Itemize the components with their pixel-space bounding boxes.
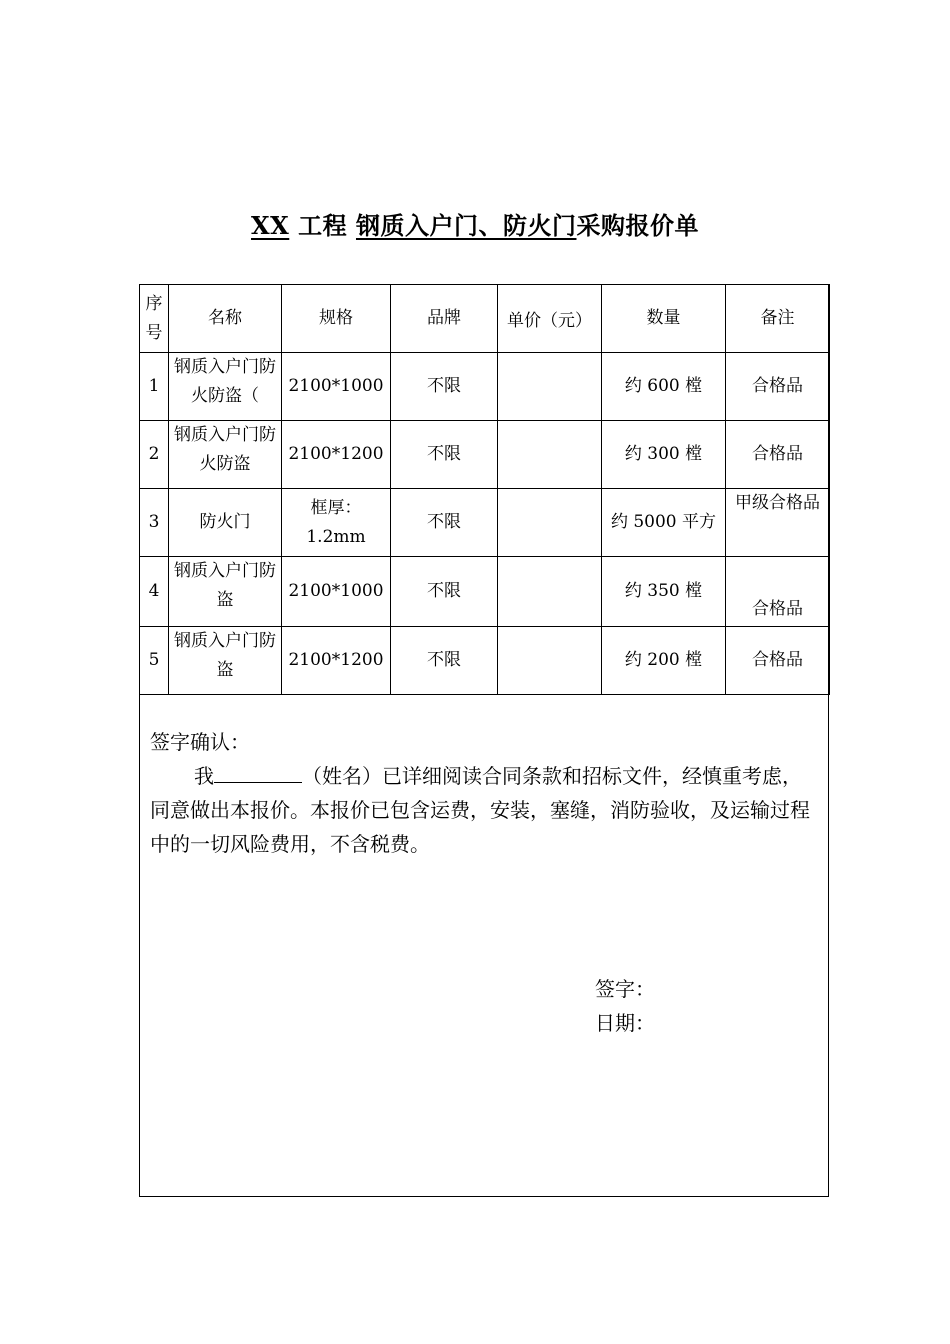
cell-qty: 约 200 樘 xyxy=(602,627,726,695)
confirmation-heading: 签字确认： xyxy=(150,730,250,754)
cell-remark: 合格品 xyxy=(726,627,830,695)
cell-name: 钢质入户门防盗 xyxy=(174,631,276,680)
table-row xyxy=(140,489,830,557)
header-remark: 备注 xyxy=(726,285,830,353)
header-name: 名称 xyxy=(169,285,282,353)
cell-name-box xyxy=(169,557,282,627)
confirmation-statement xyxy=(150,759,820,861)
table-row xyxy=(140,557,830,627)
cell-seq: 5 xyxy=(140,627,169,695)
cell-brand: 不限 xyxy=(391,353,498,421)
cell-remark: 合格品 xyxy=(726,557,830,627)
cell-unit-price xyxy=(498,557,602,627)
quote-sheet xyxy=(139,284,829,1197)
page-title xyxy=(0,206,950,241)
header-spec: 规格 xyxy=(282,285,391,353)
cell-spec: 2100*1000 xyxy=(282,353,391,421)
cell-qty: 约 5000 平方 xyxy=(602,489,726,557)
cell-unit-price xyxy=(498,421,602,489)
cell-brand: 不限 xyxy=(391,557,498,627)
cell-brand: 不限 xyxy=(391,627,498,695)
title-project-code: XX xyxy=(251,211,290,240)
statement-prefix: 我 xyxy=(194,764,214,788)
header-seq: 序号 xyxy=(140,285,169,353)
cell-spec: 2100*1200 xyxy=(282,421,391,489)
quote-table xyxy=(139,284,830,695)
title-door-types: 钢质入户门、防火门 xyxy=(355,211,577,240)
cell-seq: 4 xyxy=(140,557,169,627)
table-row xyxy=(140,353,830,421)
title-doc-type: 采购报价单 xyxy=(576,211,699,240)
cell-brand: 不限 xyxy=(391,421,498,489)
name-blank[interactable] xyxy=(214,760,302,783)
cell-name: 钢质入户门防火防盗 xyxy=(174,425,276,474)
cell-qty: 约 300 樘 xyxy=(602,421,726,489)
cell-name-box xyxy=(169,421,282,489)
signature-label: 签字： xyxy=(595,977,655,1001)
cell-qty: 约 600 樘 xyxy=(602,353,726,421)
header-unit-price-cell xyxy=(498,285,602,353)
table-row xyxy=(140,627,830,695)
statement-body: （姓名）已详细阅读合同条款和招标文件，经慎重考虑，同意做出本报价。本报价已包含运费，安装，塞缝，消防验收，及运输过程中的一切风险费用，不含税费。 xyxy=(150,764,810,856)
cell-remark-box xyxy=(726,489,830,557)
date-label: 日期： xyxy=(595,1011,655,1035)
cell-qty: 约 350 樘 xyxy=(602,557,726,627)
signature-block xyxy=(595,972,655,1040)
cell-remark: 合格品 xyxy=(726,353,830,421)
cell-remark: 合格品 xyxy=(726,421,830,489)
cell-spec: 2100*1000 xyxy=(282,557,391,627)
confirmation-section xyxy=(150,725,820,861)
cell-name-box xyxy=(169,627,282,695)
cell-unit-price xyxy=(498,353,602,421)
header-brand: 品牌 xyxy=(391,285,498,353)
cell-spec: 2100*1200 xyxy=(282,627,391,695)
cell-remark: 甲级合格品 xyxy=(735,493,820,513)
header-unit-price: 单价（元） xyxy=(507,311,592,331)
cell-brand: 不限 xyxy=(391,489,498,557)
cell-spec: 框厚：1.2mm xyxy=(282,489,391,557)
cell-name: 防火门 xyxy=(169,489,282,557)
table-header-row xyxy=(140,285,830,353)
cell-unit-price xyxy=(498,627,602,695)
table-row xyxy=(140,421,830,489)
cell-name: 钢质入户门防火防盗（ xyxy=(174,357,276,406)
cell-seq: 1 xyxy=(140,353,169,421)
header-qty: 数量 xyxy=(602,285,726,353)
cell-name: 钢质入户门防盗 xyxy=(174,561,276,610)
cell-seq: 3 xyxy=(140,489,169,557)
cell-unit-price xyxy=(498,489,602,557)
title-project-word: 工程 xyxy=(298,211,348,240)
cell-seq: 2 xyxy=(140,421,169,489)
cell-name-box xyxy=(169,353,282,421)
